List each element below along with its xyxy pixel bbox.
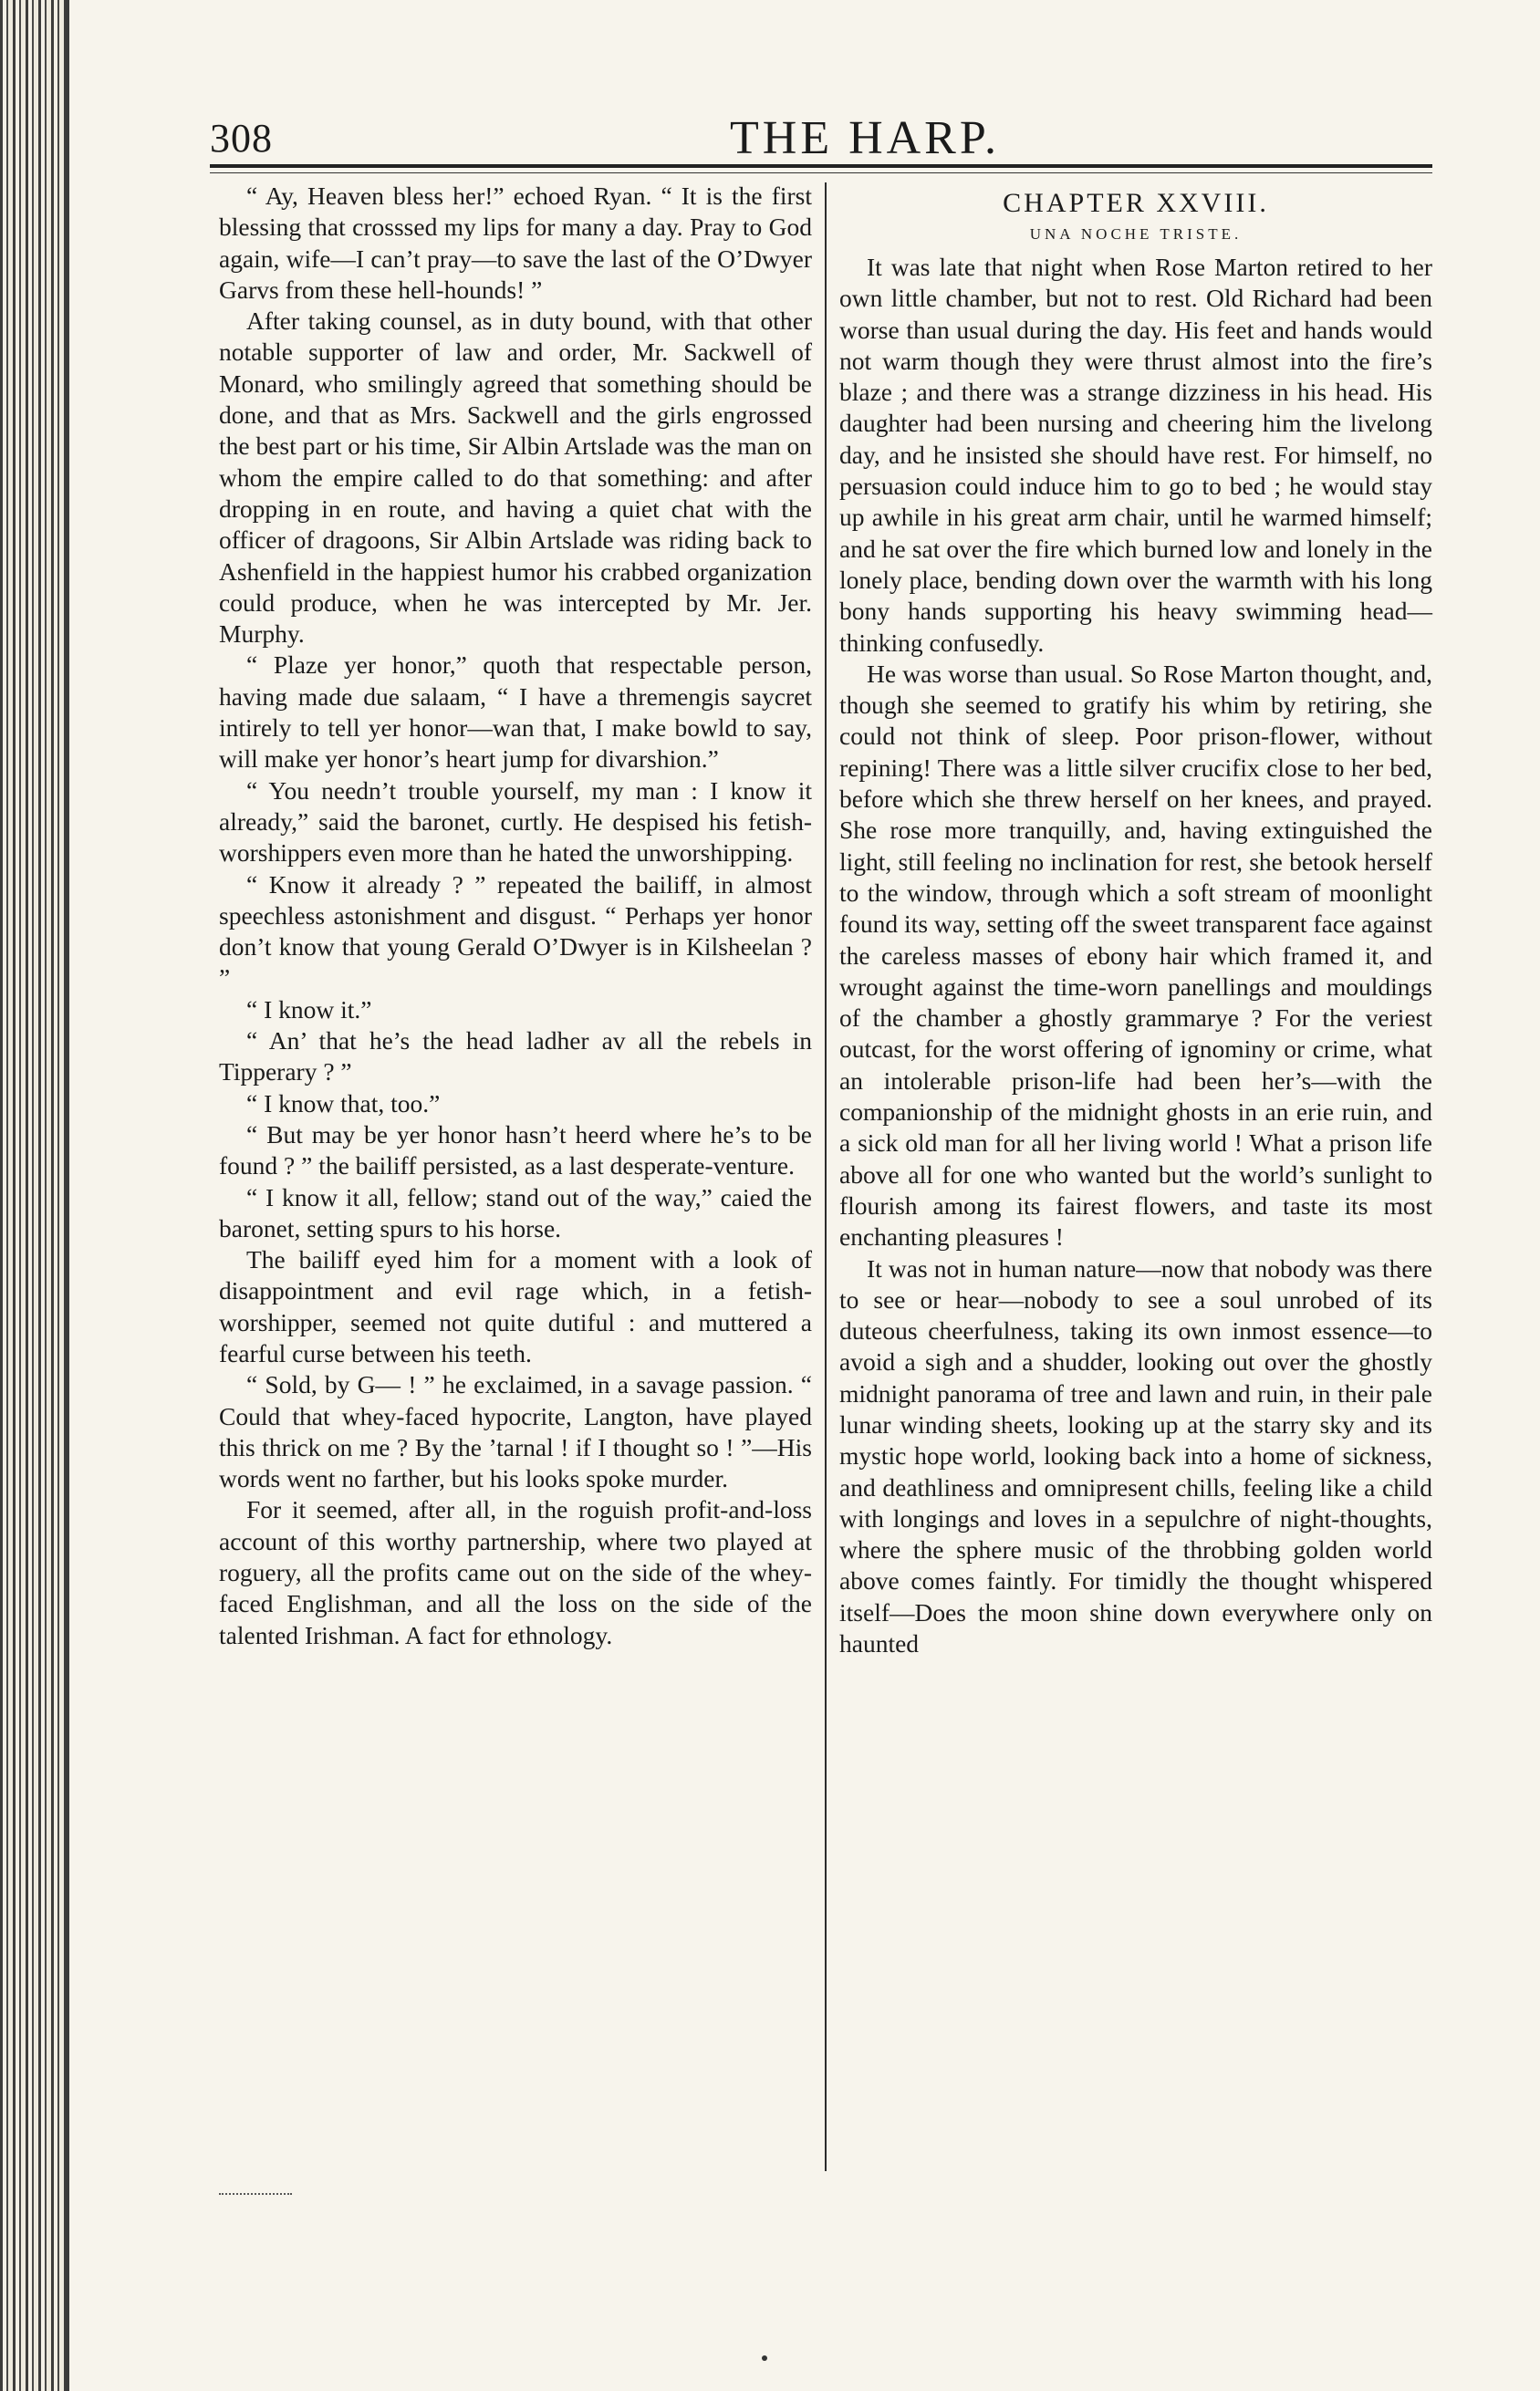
left-column xyxy=(219,181,812,1651)
section-ornament xyxy=(219,2193,292,2197)
paragraph: It was late that night when Rose Marton retired to her own little chamber, but not to rest. Old Richard had been worse than usual during the day. His feet and hands would not warm though they were thrust almost into the fire’s blaze ; and there was a strange dizziness in his head. His daughter had been nursing and cheering him the livelong day, and he insisted she should have rest. For himself, no persuasion could induce him to go to bed ; he would stay up awhile in his great arm chair, until he warmed himself; and he sat over the fire which burned low and lonely in the lonely place, bending down over the warmth with his long bony hands supporting his heavy swimming head—thinking confusedly. xyxy=(839,253,1432,657)
paragraph: For it seemed, after all, in the roguish profit-and-loss account of this worthy partnership, where two played at roguery, all the profits came out on the side of the whey-faced Englishman, and all the loss on the side of the talented Irishman. A fact for ethnology. xyxy=(219,1495,812,1649)
chapter-title: CHAPTER XXVIII. xyxy=(1003,188,1269,218)
paragraph: “ I know it all, fellow; stand out of the way,” caied the baronet, setting spurs to his horse. xyxy=(219,1182,812,1242)
paragraph: “ I know it.” xyxy=(246,994,372,1024)
page-number: 308 xyxy=(210,116,273,161)
paragraph: “ Ay, Heaven bless her!” echoed Ryan. “ It is the first blessing that crosssed my lips for many a day. Pray to God again, wife—I can’t pray—to save the last of the O’Dwyer Garvs from these hell-hounds! ” xyxy=(219,182,812,304)
paragraph: “ Sold, by G— ! ” he exclaimed, in a savage passion. “ Could that whey-faced hypocrite, Langton, have played this thrick on me ? By the ’tarnal ! if I thought so ! ”—His words went no farther, but his looks spoke murder. xyxy=(219,1370,812,1493)
paragraph: “ An’ that he’s the head ladher av all the rebels in Tipperary ? ” xyxy=(219,1026,812,1086)
paragraph: “ But may be yer honor hasn’t heerd where he’s to be found ? ” the bailiff persisted, as a last desperate-venture. xyxy=(219,1119,812,1180)
paragraph: He was worse than usual. So Rose Marton thought, and, though she seemed to gratify his whim by retiring, she could not think of sleep. Poor prison-flower, without repining! There was a little silver crucifix close to her bed, before which she threw herself on her knees, and prayed. She rose more tranquilly, and, having extinguished the light, still feeling no inclination for rest, she betook herself to the window, through which a soft stream of moonlight found its way, setting off the sweet transparent face against the careless masses of ebony hair which framed it, and wrought against the time-worn panellings and mouldings of the chamber a ghostly grammarye ? For the veriest outcast, for the worst offering of ignominy or crime, what an intolerable prison-life had been her’s—with the companionship of the midnight ghosts in an erie ruin, and a sick old man for all her living world ! What a prison life above all for one who wanted but the world’s sunlight to flourish among its fairest flowers, and taste its most enchanting pleasures ! xyxy=(839,659,1432,1252)
paragraph: “ Know it already ? ” repeated the bailiff, in almost speechless astonishment and disgust. “ Perhaps yer honor don’t know that young Gerald O’Dwyer is in Kilsheelan ? ” xyxy=(219,869,812,993)
paragraph: It was not in human nature—now that nobody was there to see or hear—nobody to see a soul unrobed of its duteous cheerfulness, taking its own inmost essence—to avoid a sigh and a shudder, looking out over the ghostly midnight panorama of tree and lawn and ruin, in their pale lunar winding sheets, looking up at the starry sky and its mystic hope world, looking back into a home of sickness, and deathliness and omnipresent chills, feeling like a child with longings and loves in a sepulchre of night-thoughts, where the sphere music of the throbbing golden world above comes faintly. For timidly the thought whispered itself—Does the moon shine down everywhere only on haunted xyxy=(839,1253,1432,1658)
header-rule-thick xyxy=(210,164,1432,168)
running-head: THE HARP. xyxy=(730,112,1001,164)
paragraph: “ I know that, too.” xyxy=(246,1088,441,1118)
book-binding xyxy=(0,0,66,2391)
header-rule-thin xyxy=(210,172,1432,173)
page-mark xyxy=(762,2355,767,2361)
paragraph: “ Plaze yer honor,” quoth that respectable person, having made due salaam, “ I have a thremengis saycret intirely to tell yer honor—wan that, I make bowld to say, will make yer honor’s heart jump for divarshion.” xyxy=(219,650,812,774)
column-divider xyxy=(825,182,827,2171)
paragraph: “ You needn’t trouble yourself, my man : I know it already,” said the baronet, curtly. He despised his fetish-worshippers even more than he hated the unworshipping. xyxy=(219,775,812,868)
chapter-subtitle: UNA NOCHE TRISTE. xyxy=(1029,225,1243,243)
paragraph: The bailiff eyed him for a moment with a look of disappointment and evil rage which, in a fetish-worshipper, seemed not quite dutiful : and muttered a fearful curse between his teeth. xyxy=(219,1245,812,1367)
page-header xyxy=(210,108,1441,172)
paragraph: After taking counsel, as in duty bound, with that other notable supporter of law and order, Mr. Sackwell of Monard, who smilingly agreed that something should be done, and that as Mrs. Sackwell and the girls engrossed the best part or his time, Sir Albin Artslade was the man on whom the empire called to do that something: and after dropping in en route, and having a quiet chat with the officer of dragoons, Sir Albin Artslade was riding back to Ashenfield in the happiest humor his crabbed organization could produce, when he was intercepted by Mr. Jer. Murphy. xyxy=(219,307,812,649)
binding-edge xyxy=(66,0,69,2391)
right-column xyxy=(839,181,1432,1659)
